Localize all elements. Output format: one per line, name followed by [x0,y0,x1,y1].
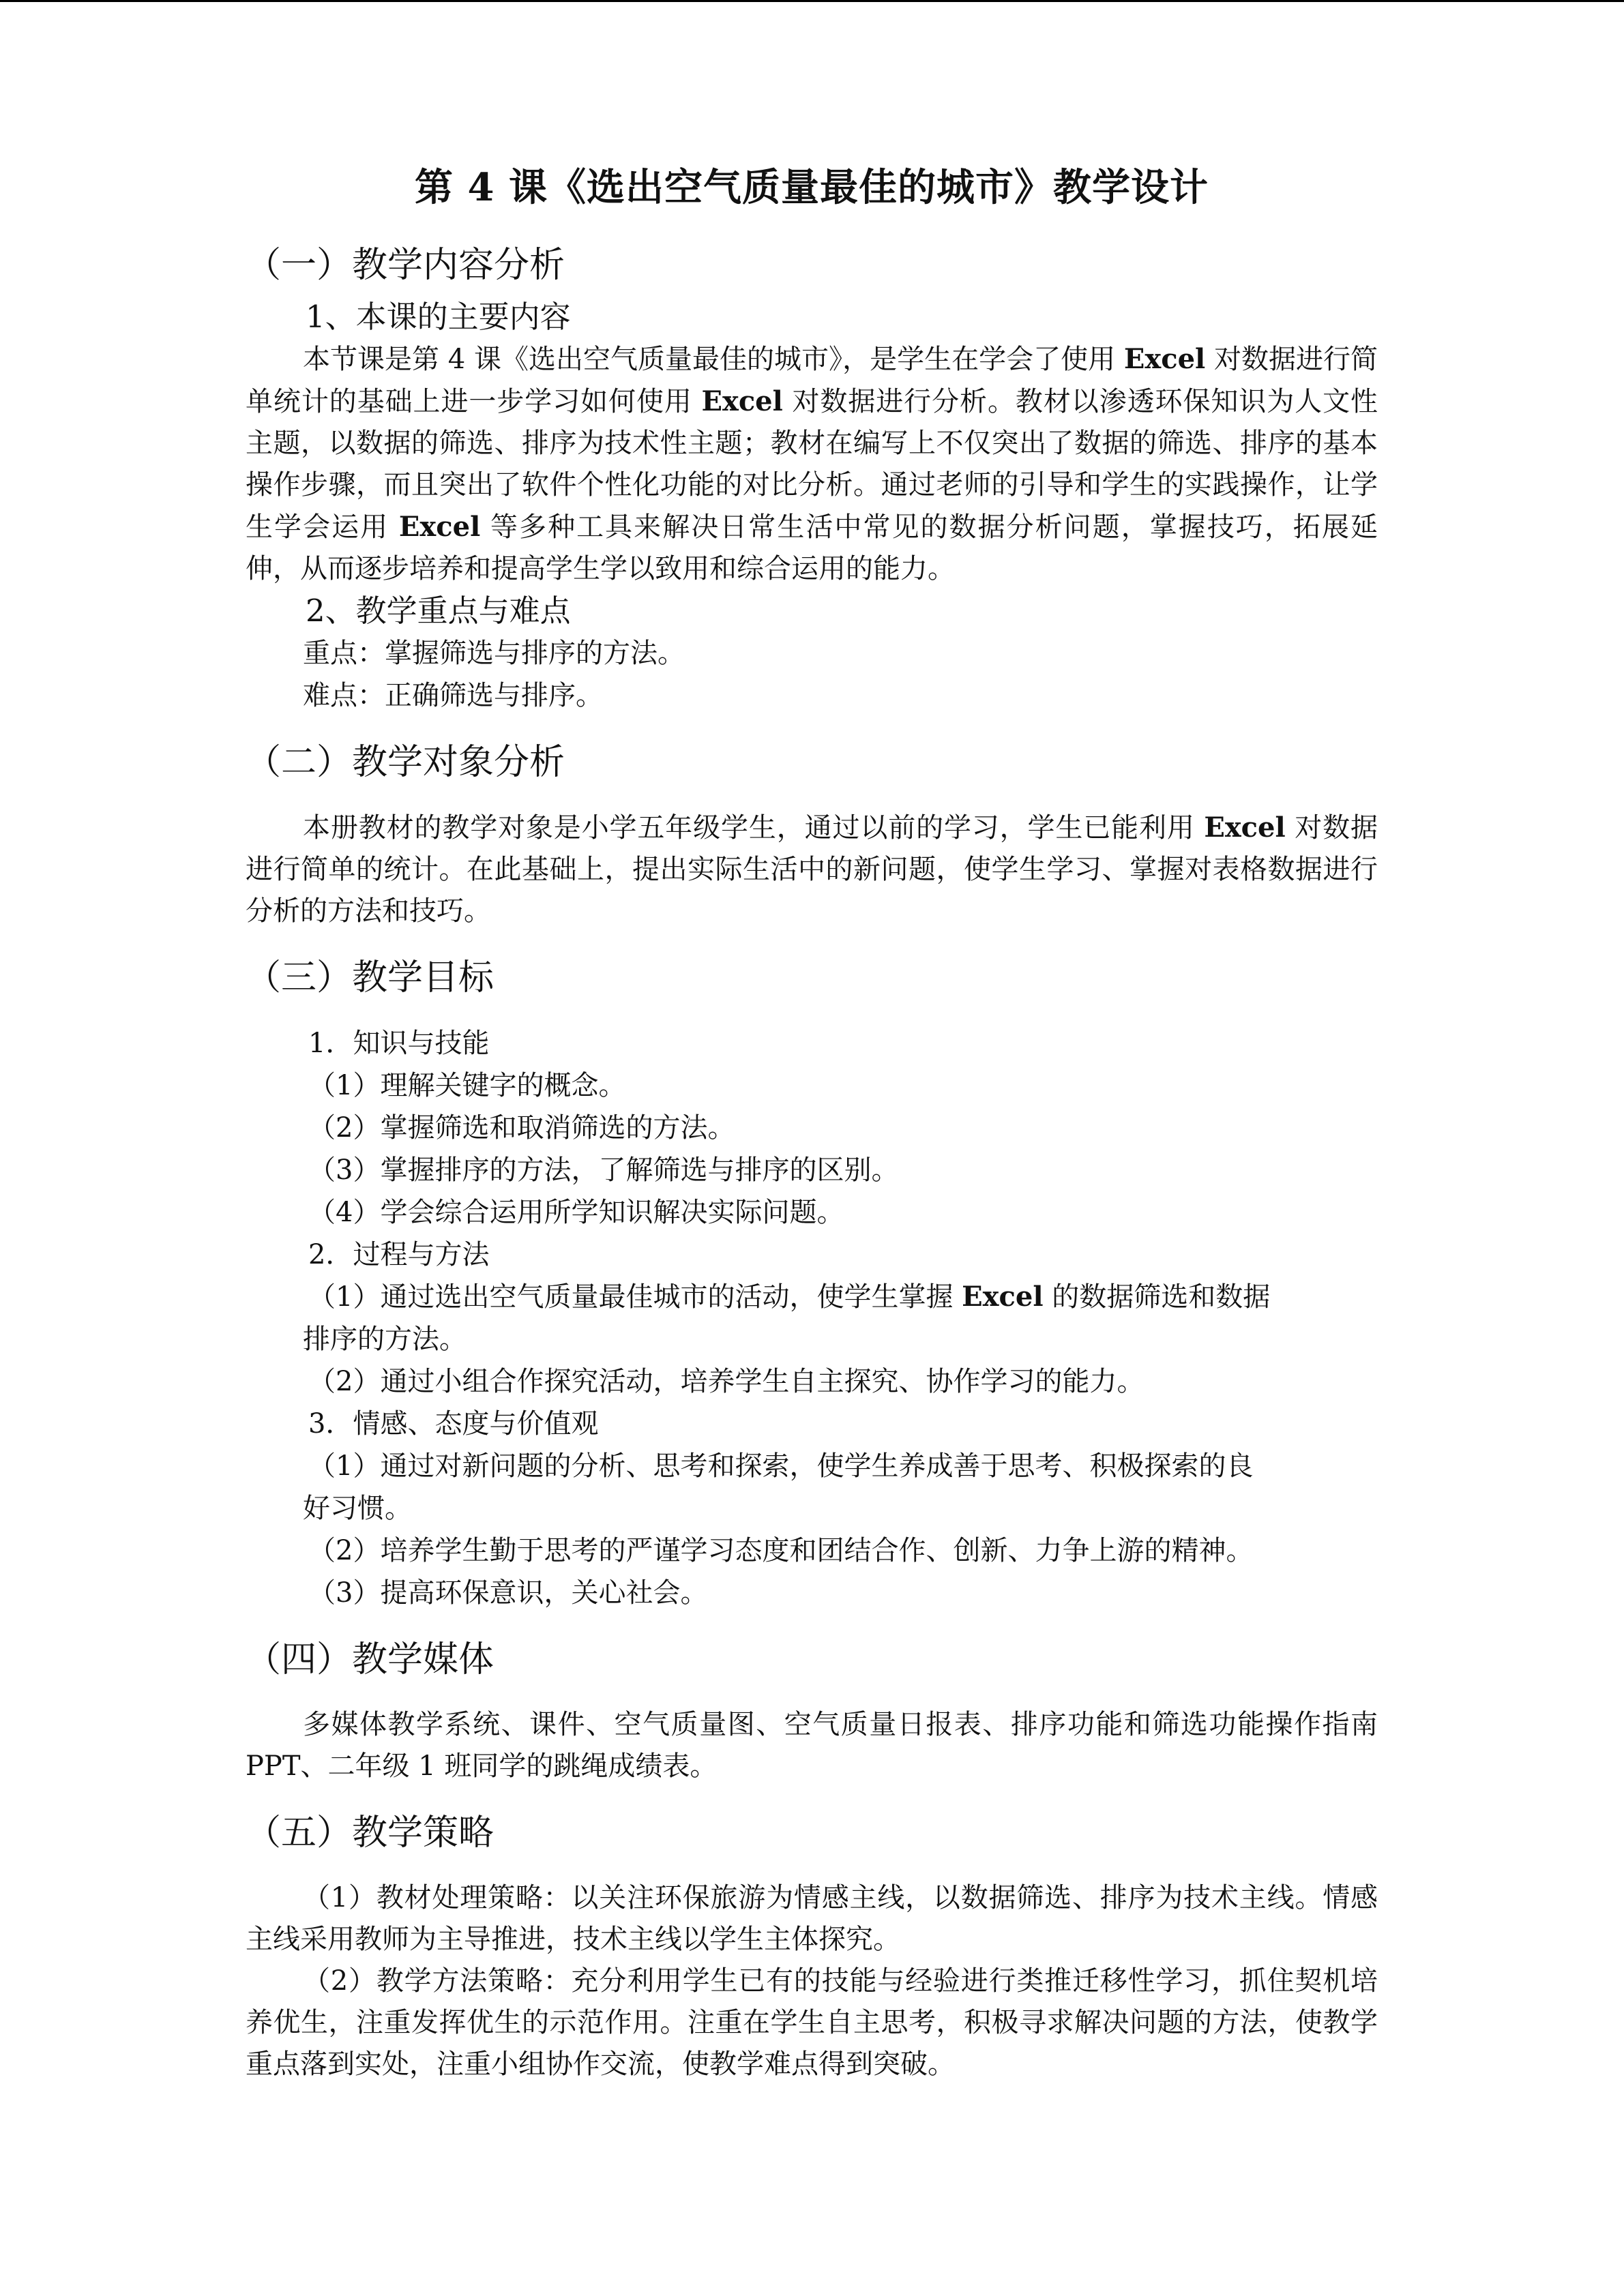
paragraph-teaching-media: 多媒体教学系统、课件、空气质量图、空气质量日报表、排序功能和筛选功能操作指南 PPT、二年级 1 班同学的跳绳成绩表。 [246,1709,1378,1782]
section-heading-learner-analysis: （二）教学对象分析 [246,742,565,783]
objective-group-knowledge-skills: 1．知识与技能 [308,1028,490,1059]
paragraph-learner-analysis: 本册教材的教学对象是小学五年级学生，通过以前的学习，学生已能利用 Excel 对数据进行简单的统计。在此基础上，提出实际生活中的新问题，使学生学习、掌握对表格数据进行分析的方法和技巧。 [246,811,1378,927]
paragraph-main-content: 本节课是第 4 课《选出空气质量最佳的城市》，是学生在学会了使用 Excel 对数据进行简单统计的基础上进一步学习如何使用 Excel 对数据进行分析。教材以渗透环保知识为人文性主题，以数据的筛选、排序为技术性主题；教材在编写上不仅突出了数据的筛选、排序的基本操作步骤，而且突出了软件个性化功能的对比分析。通过老师的引导和学生的实践操作，让学生学会运用 Excel 等多种工具来解决日常生活中常见的数据分析问题，掌握技巧，拓展延伸，从而逐步培养和提高学生学以致用和综合运用的能力。 [246,343,1378,584]
paragraph-method-strategy: （2）教学方法策略：充分利用学生已有的技能与经验进行类推迁移性学习，抓住契机培养优生，注重发挥优生的示范作用。注重在学生自主思考，积极寻求解决问题的方法，使教学重点落到实处，注重小组协作交流，使教学难点得到突破。 [246,1965,1378,2080]
objective-group-emotion-attitude-values: 3．情感、态度与价值观 [308,1408,599,1440]
objective-item: （1）通过对新问题的分析、思考和探索，使学生养成善于思考、积极探索的良 好习惯。 [303,1450,1254,1524]
section-heading-teaching-strategy: （五）教学策略 [246,1813,494,1853]
key-point-text: 重点：掌握筛选与排序的方法。 [303,638,685,669]
objective-item: （2）通过小组合作探究活动，培养学生自主探究、协作学习的能力。 [308,1366,1145,1397]
section-heading-teaching-objectives: （三）教学目标 [246,957,494,998]
section-heading-content-analysis: （一）教学内容分析 [246,245,565,286]
document-title: 第 4 课《选出空气质量最佳的城市》教学设计 [415,165,1209,210]
objective-item: （1）通过选出空气质量最佳城市的活动，使学生掌握 Excel 的数据筛选和数据 排序的方法。 [303,1281,1271,1355]
subheading-key-difficult-points: 2、教学重点与难点 [306,593,571,629]
document-page [246,164,1378,2085]
objective-item: （2）培养学生勤于思考的严谨学习态度和团结合作、创新、力争上游的精神。 [308,1535,1254,1566]
objective-item: （1）理解关键字的概念。 [308,1070,626,1101]
objective-item: （3）掌握排序的方法，了解筛选与排序的区别。 [308,1154,899,1186]
objective-item: （2）掌握筛选和取消筛选的方法。 [308,1112,735,1144]
section-heading-teaching-media: （四）教学媒体 [246,1639,494,1680]
top-border-line [0,0,1624,2]
paragraph-material-strategy: （1）教材处理策略：以关注环保旅游为情感主线，以数据筛选、排序为技术主线。情感主线采用教师为主导推进，技术主线以学生主体探究。 [246,1882,1378,1955]
objective-item: （4）学会综合运用所学知识解决实际问题。 [308,1197,844,1228]
difficulty-text: 难点：正确筛选与排序。 [303,680,603,711]
subheading-main-content: 1、本课的主要内容 [306,299,571,335]
objective-group-process-method: 2．过程与方法 [308,1239,490,1270]
objective-item: （3）提高环保意识，关心社会。 [308,1577,708,1609]
